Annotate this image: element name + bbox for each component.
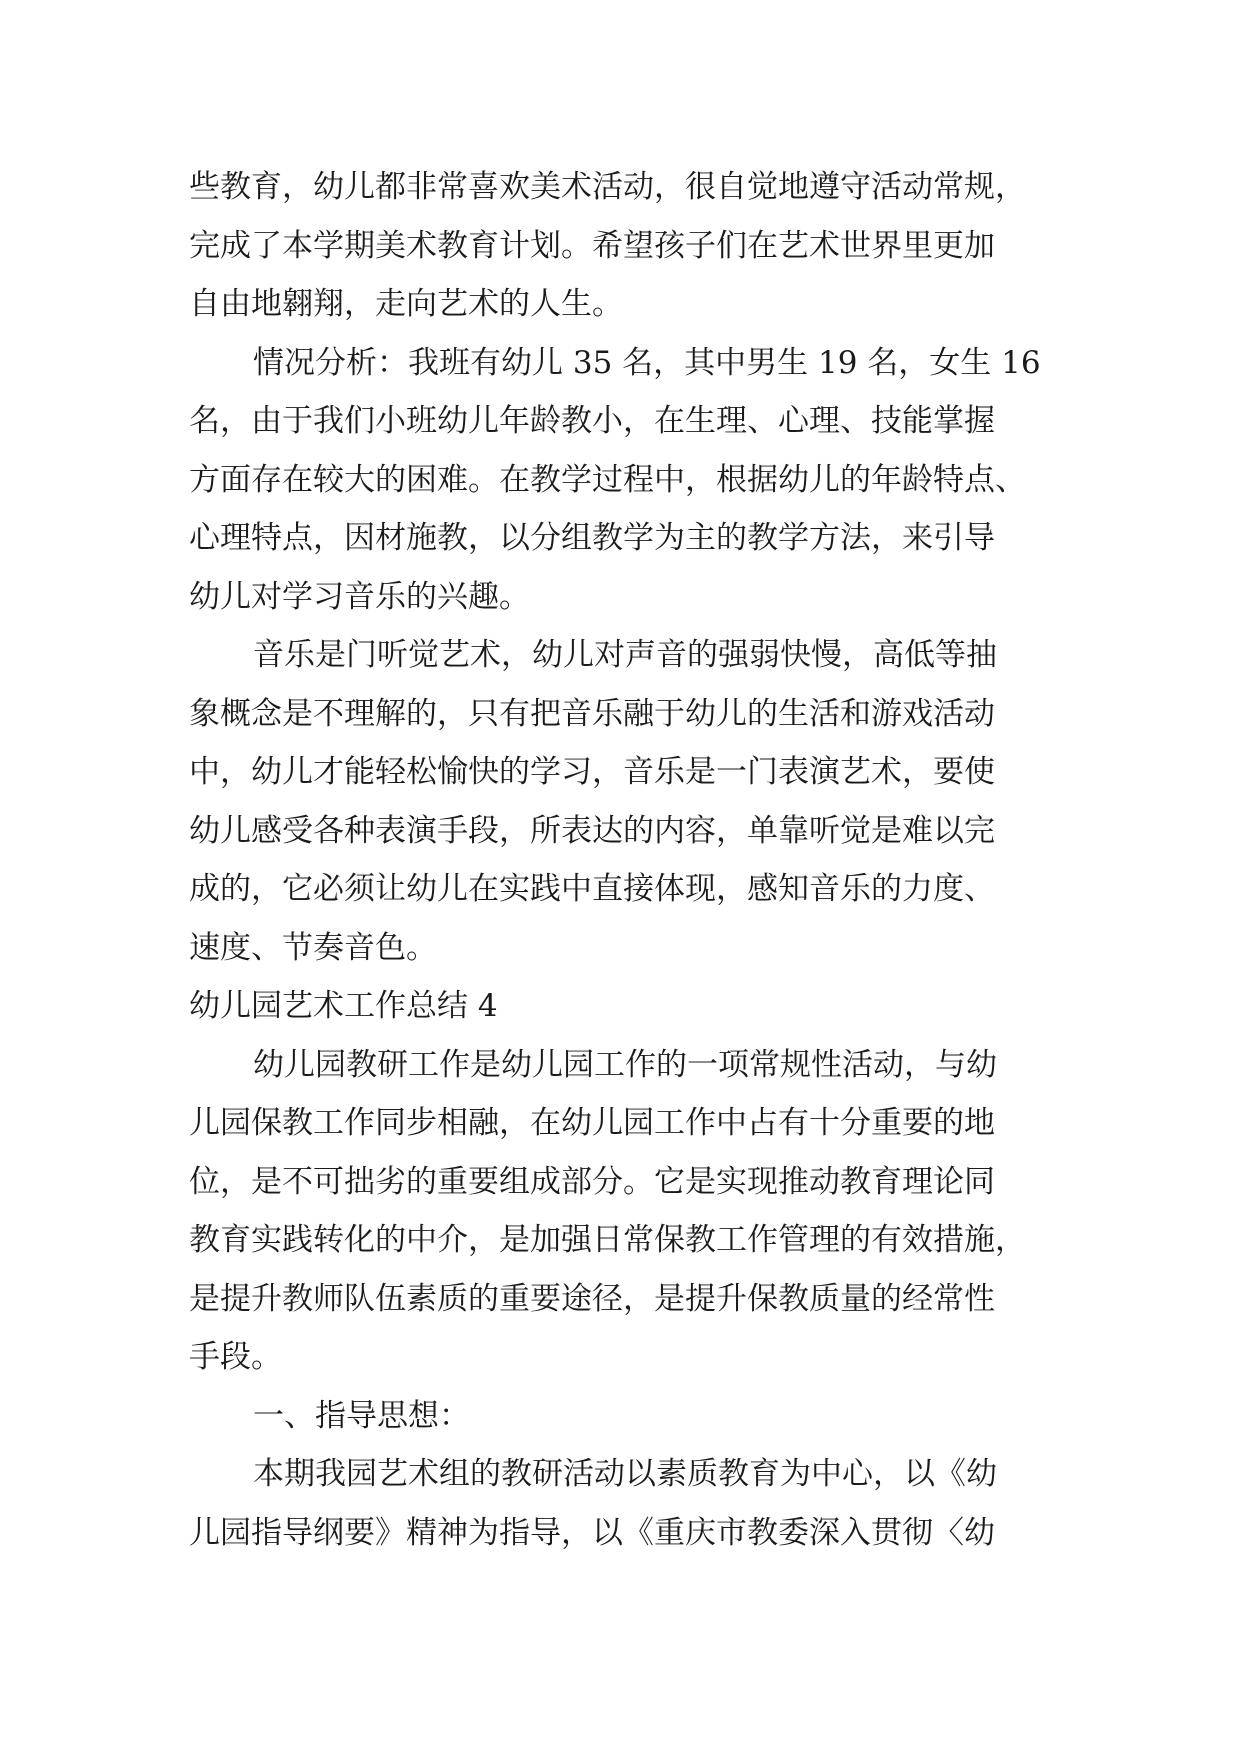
text-line: 本期我园艺术组的教研活动以素质教育为中心，以《幼 (253, 1456, 997, 1492)
paragraph (189, 1445, 1069, 1562)
paragraph (189, 334, 1069, 627)
paragraph (189, 626, 1069, 977)
text-line: 教育实践转化的中介，是加强日常保教工作管理的有效措施， (189, 1222, 1026, 1258)
document-body (189, 158, 1069, 1562)
text-line: 象概念是不理解的，只有把音乐融于幼儿的生活和游戏活动 (189, 695, 995, 732)
text-line: 手段。 (189, 1339, 282, 1375)
text-line: 幼儿园教研工作是幼儿园工作的一项常规性活动，与幼 (253, 1046, 997, 1083)
text-line: 儿园保教工作同步相融，在幼儿园工作中占有十分重要的地 (189, 1105, 995, 1141)
text-line: 自由地翱翔，走向艺术的人生。 (189, 286, 623, 322)
text-line: 情况分析：我班有幼儿 35 名，其中男生 19 名，女生 16 (253, 344, 1041, 381)
paragraph (189, 158, 1069, 334)
text-line: 幼儿感受各种表演手段，所表达的内容，单靠听觉是难以完 (189, 812, 995, 849)
text-line: 速度、节奏音色。 (189, 929, 437, 966)
text-line: 完成了本学期美术教育计划。希望孩子们在艺术世界里更加 (189, 227, 995, 264)
text-line: 位，是不可拙劣的重要组成部分。它是实现推动教育理论同 (189, 1163, 995, 1200)
section-heading (189, 977, 1069, 1036)
text-line: 一、指导思想： (253, 1397, 470, 1434)
text-line: 心理特点，因材施教，以分组教学为主的教学方法，来引导 (189, 520, 995, 556)
text-line: 中，幼儿才能轻松愉快的学习，音乐是一门表演艺术，要使 (189, 754, 995, 790)
text-line: 是提升教师队伍素质的重要途径，是提升保教质量的经常性 (189, 1280, 995, 1317)
text-line: 成的，它必须让幼儿在实践中直接体现，感知音乐的力度、 (189, 871, 995, 907)
heading-text: 幼儿园艺术工作总结 4 (189, 988, 498, 1024)
subheading (189, 1387, 1069, 1446)
text-line: 音乐是门听觉艺术，幼儿对声音的强弱快慢，高低等抽 (253, 637, 997, 673)
text-line: 幼儿对学习音乐的兴趣。 (189, 578, 530, 615)
text-line: 儿园指导纲要》精神为指导，以《重庆市教委深入贯彻〈幼 (189, 1514, 995, 1551)
paragraph (189, 1036, 1069, 1387)
text-line: 些教育，幼儿都非常喜欢美术活动，很自觉地遵守活动常规， (189, 169, 1026, 205)
text-line: 方面存在较大的困难。在教学过程中，根据幼儿的年龄特点、 (189, 461, 1026, 498)
text-line: 名，由于我们小班幼儿年龄教小，在生理、心理、技能掌握 (189, 403, 995, 439)
